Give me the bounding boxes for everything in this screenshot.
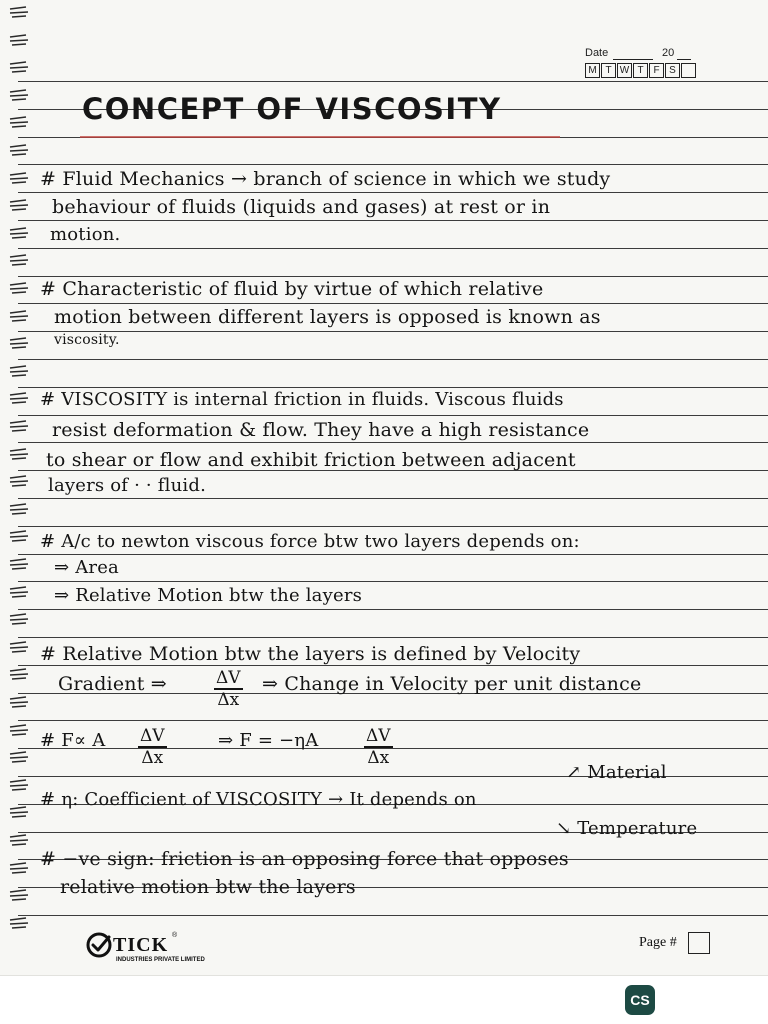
note-line-4: # Characteristic of fluid by virtue of which relative [40, 278, 544, 300]
spiral-ring-icon [8, 556, 30, 572]
spiral-ring-icon [8, 252, 30, 268]
ruled-line [18, 526, 768, 527]
ruled-line [18, 442, 768, 443]
day-box-fri: F [649, 63, 664, 78]
ruled-line [18, 331, 768, 332]
title-underline [80, 136, 560, 138]
day-box-sun [681, 63, 696, 78]
spiral-ring-icon [8, 694, 30, 710]
spiral-ring-icon [8, 4, 30, 20]
spiral-ring-icon [8, 280, 30, 296]
spiral-ring-icon [8, 335, 30, 351]
note-line-16a: # F∝ A [40, 730, 106, 751]
velocity-gradient-fraction [214, 668, 243, 710]
fraction-numerator: ΔV [366, 726, 391, 746]
ruled-line [18, 720, 768, 721]
day-box-wed: W [617, 63, 632, 78]
spiral-ring-icon [8, 170, 30, 186]
note-line-9: to shear or flow and exhibit friction between adjacent [46, 449, 576, 471]
force-fraction-right [364, 726, 393, 768]
date-label: Date [585, 47, 609, 59]
note-line-14: # Relative Motion btw the layers is defined by Velocity [40, 643, 581, 665]
ruled-line [18, 609, 768, 610]
note-line-17: # η: Coefficient of VISCOSITY → It depends on [40, 789, 477, 810]
day-box-mon: M [585, 63, 600, 78]
day-box-thu: T [633, 63, 648, 78]
ruled-line [18, 554, 768, 555]
note-line-17-temperature: ↘ Temperature [556, 818, 698, 839]
spiral-ring-icon [8, 114, 30, 130]
force-fraction-left [138, 726, 167, 768]
fraction-denominator: Δx [217, 690, 240, 710]
spiral-ring-icon [8, 639, 30, 655]
spiral-ring-icon [8, 197, 30, 213]
note-line-18: # −ve sign: friction is an opposing force that opposes [40, 848, 569, 870]
note-line-17-material: ↗ Material [566, 762, 667, 783]
note-line-15a: Gradient ⇒ [58, 673, 167, 695]
spiral-ring-icon [8, 584, 30, 600]
page-number-label: Page # [639, 935, 677, 950]
weekday-boxes [585, 63, 696, 78]
fraction-numerator: ΔV [216, 668, 241, 688]
ruled-line [18, 164, 768, 165]
spiral-ring-icon [8, 418, 30, 434]
ruled-line [18, 665, 768, 666]
note-line-19: relative motion btw the layers [60, 876, 356, 898]
spiral-ring-icon [8, 611, 30, 627]
spiral-ring-icon [8, 804, 30, 820]
spiral-ring-icon [8, 446, 30, 462]
ruled-line [18, 387, 768, 388]
brand-logo [86, 932, 216, 966]
ruled-line [18, 498, 768, 499]
brand-registered-mark: ® [172, 932, 178, 939]
note-line-11: # A/c to newton viscous force btw two layers depends on: [40, 531, 580, 552]
spiral-ring-icon [8, 363, 30, 379]
spiral-ring-icon [8, 87, 30, 103]
note-line-1: # Fluid Mechanics → branch of science in which we study [40, 168, 611, 190]
brand-subtitle: INDUSTRIES PRIVATE LIMITED [116, 957, 205, 963]
spiral-ring-icon [8, 722, 30, 738]
page-title: CONCEPT OF VISCOSITY [82, 92, 502, 126]
spiral-ring-icon [8, 749, 30, 765]
spiral-ring-icon [8, 32, 30, 48]
spiral-ring-icon [8, 666, 30, 682]
spiral-ring-icon [8, 308, 30, 324]
note-line-2: behaviour of fluids (liquids and gases) at rest or in [52, 196, 551, 218]
spiral-ring-icon [8, 528, 30, 544]
spiral-ring-icon [8, 501, 30, 517]
note-line-5: motion between different layers is opposed is known as [54, 306, 601, 328]
tick-logo-icon [86, 932, 112, 958]
note-line-6: viscosity. [54, 332, 120, 348]
spiral-ring-icon [8, 887, 30, 903]
spiral-ring-icon [8, 225, 30, 241]
spiral-ring-icon [8, 777, 30, 793]
page-number-box [688, 932, 710, 954]
day-box-tue: T [601, 63, 616, 78]
ruled-line [18, 81, 768, 82]
note-line-3: motion. [50, 224, 121, 245]
ruled-line [18, 748, 768, 749]
note-line-12: ⇒ Area [54, 557, 119, 578]
ruled-line [18, 415, 768, 416]
spiral-ring-icon [8, 142, 30, 158]
ruled-line [18, 248, 768, 249]
note-line-16b: ⇒ F = −ηA [218, 730, 319, 751]
ruled-line [18, 192, 768, 193]
spiral-ring-icon [8, 832, 30, 848]
fraction-denominator: Δx [141, 748, 164, 768]
note-line-15b: ⇒ Change in Velocity per unit distance [262, 673, 642, 695]
ruled-line [18, 915, 768, 916]
spiral-ring-icon [8, 915, 30, 931]
note-line-8: resist deformation & flow. They have a high resistance [52, 419, 590, 441]
spiral-ring-icon [8, 390, 30, 406]
fraction-denominator: Δx [367, 748, 390, 768]
ruled-line [18, 220, 768, 221]
ruled-line [18, 581, 768, 582]
brand-name: TICK [113, 934, 169, 956]
ruled-line [18, 637, 768, 638]
ruled-line [18, 276, 768, 277]
note-line-13: ⇒ Relative Motion btw the layers [54, 585, 363, 606]
spiral-ring-icon [8, 59, 30, 75]
ruled-line [18, 303, 768, 304]
spiral-ring-icon [8, 860, 30, 876]
date-year-line [677, 59, 691, 60]
note-line-7: # VISCOSITY is internal friction in fluids. Viscous fluids [40, 389, 564, 410]
fraction-numerator: ΔV [140, 726, 165, 746]
date-year-prefix: 20 [662, 47, 675, 59]
date-line [613, 59, 653, 60]
ruled-line [18, 359, 768, 360]
note-line-10: layers of · · fluid. [48, 475, 206, 496]
camscanner-badge: CS [625, 985, 655, 1015]
day-box-sat: S [665, 63, 680, 78]
spiral-ring-icon [8, 473, 30, 489]
